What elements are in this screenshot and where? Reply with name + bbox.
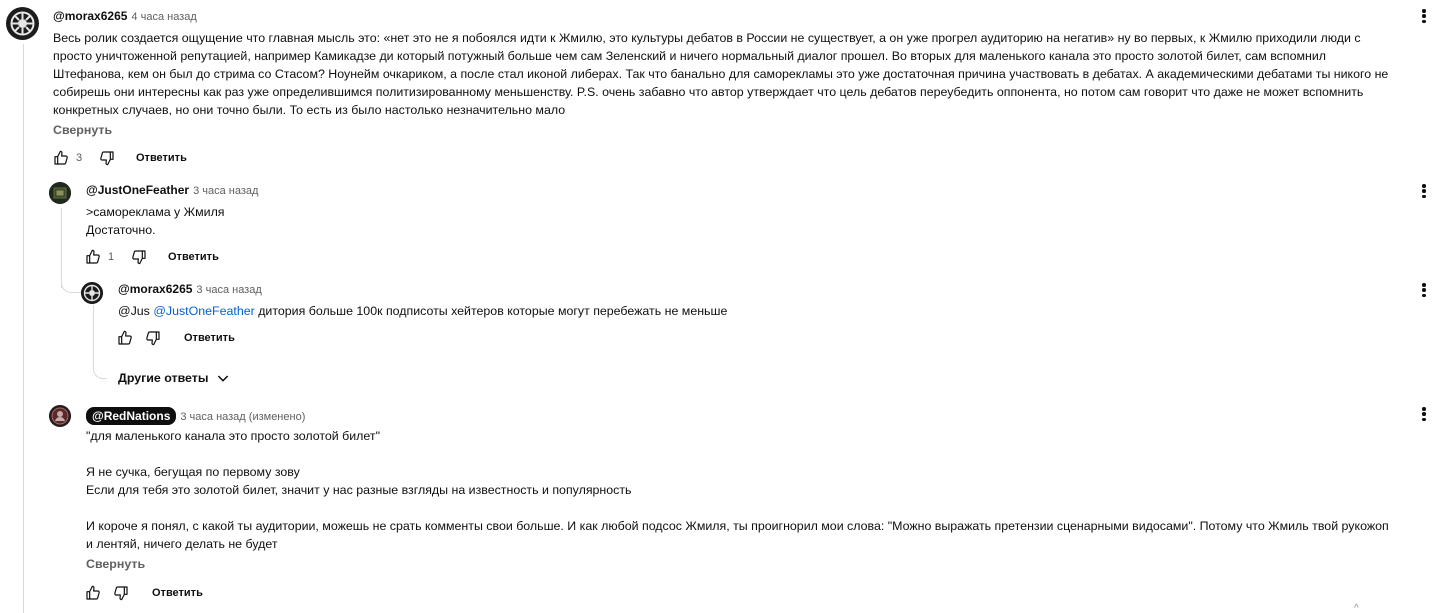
comment-timestamp[interactable]: 3 часа назад <box>196 284 262 296</box>
thread-line <box>23 44 24 613</box>
comment <box>118 282 1418 320</box>
more-replies-button[interactable] <box>118 370 231 386</box>
thumbs-down-icon[interactable] <box>112 584 130 602</box>
thumbs-down-icon[interactable] <box>98 149 116 167</box>
kebab-menu-icon[interactable] <box>1416 281 1432 299</box>
thumbs-up-icon[interactable] <box>52 149 70 167</box>
red-emblem-icon <box>49 405 71 427</box>
collapse-button[interactable]: Свернуть <box>86 557 146 571</box>
like-count: 1 <box>108 251 115 263</box>
comment-text <box>118 302 1418 320</box>
thumbs-up-icon[interactable] <box>116 329 134 347</box>
comment-actions <box>116 328 235 348</box>
more-replies-label: Другие ответы <box>118 371 209 385</box>
kebab-menu-icon[interactable] <box>1416 7 1432 25</box>
comment-author-badge[interactable]: @RedNations <box>86 407 176 425</box>
kebab-menu-icon[interactable] <box>1416 405 1432 423</box>
comment-author[interactable]: @morax6265 <box>118 282 193 296</box>
comment-author[interactable]: @JustOneFeather <box>86 183 190 197</box>
comment <box>86 407 1444 575</box>
thumbs-down-icon[interactable] <box>130 248 148 266</box>
thumbs-up-icon[interactable] <box>84 584 102 602</box>
comment-text-suffix: дитория больше 100к подписоты хейтеров которые могут перебежать не меньше <box>254 304 728 318</box>
more-replies-thread-curve <box>93 305 107 379</box>
avatar[interactable] <box>6 7 39 40</box>
comment-text: >самореклама у Жмиля Достаточно. <box>86 205 225 237</box>
comment <box>53 9 1443 141</box>
comment <box>86 183 1436 239</box>
reply-button[interactable]: Ответить <box>136 152 187 164</box>
chevron-down-icon <box>215 370 231 386</box>
avatar[interactable] <box>81 282 103 304</box>
avatar[interactable] <box>49 405 71 427</box>
comment-text-prefix: @Jus <box>118 304 154 318</box>
comment-text: "для маленького канала это просто золотой билет" Я не сучка, бегущая по первому зову Если для тебя это золотой билет, значит у нас разные взгляды на известность и популярность И короче я понял, с какой ты аудитории, можешь не срать комменты свои больше. И как любой подсос Жмиля, ты проигнорил мои слова: "Можно выражать претензии сценарными видосами". Потому что Жмиль твой рукожоп и лентяй, ничего делать не будет <box>86 429 1389 551</box>
galactic-empire-icon <box>6 7 39 40</box>
galactic-empire-icon <box>81 282 103 304</box>
comment-actions <box>84 583 203 603</box>
reply-button[interactable]: Ответить <box>184 332 235 344</box>
comment-author[interactable]: @morax6265 <box>53 9 128 23</box>
comment-actions <box>52 148 187 168</box>
comment-actions <box>84 247 219 267</box>
comment-timestamp[interactable]: 3 часа назад (изменено) <box>180 411 306 423</box>
comment-text: Весь ролик создается ощущение что главная мысль это: «нет это не я побоялся идти к Жмилю, это культуры дебатов в России не существует, а он уже прогрел аудиторию на негатив» ну во первых, к Жмилю приходили люди с просто уничтоженной репутацией, например Камикадзе ди который потужный больше чем сам Зеленский и ничего нормальный диалог прошел. Во вторых для маленького канала это просто золотой билет, сам вспомнил Штефанова, кем он был до стрима со Стасом? Ноунейм очкариком, а после стал иконой либерах. Так что банально для саморекламы это уже достаточная причина участвовать в дебатах. А академическими дебатами ты никого не собирешь они интересны как раз уже определившимся политизированному меньшенству. P.S. очень забавно что автор утверждает что цель дебатов переубедить оппонента, но потом сам говорит что даже не может вспомнить конкретных случаев, но они точно были. То есть из было настолько незначительно мало <box>53 31 1389 117</box>
kebab-menu-icon[interactable] <box>1416 182 1432 200</box>
like-count: 3 <box>76 152 83 164</box>
comment-timestamp[interactable]: 3 часа назад <box>193 185 259 197</box>
comment-timestamp[interactable]: 4 часа назад <box>131 11 197 23</box>
reply-button[interactable]: Ответить <box>168 251 219 263</box>
thumbs-up-icon[interactable] <box>84 248 102 266</box>
user-mention-link[interactable]: @JustOneFeather <box>153 304 255 318</box>
reply-button[interactable]: Ответить <box>152 587 203 599</box>
collapse-button[interactable]: Свернуть <box>53 123 113 137</box>
thumbs-down-icon[interactable] <box>144 329 162 347</box>
scroll-up-icon[interactable]: ^ <box>1354 603 1359 613</box>
avatar[interactable] <box>49 182 71 204</box>
feather-emblem-icon <box>49 182 71 204</box>
reply-thread-curve <box>61 260 81 293</box>
